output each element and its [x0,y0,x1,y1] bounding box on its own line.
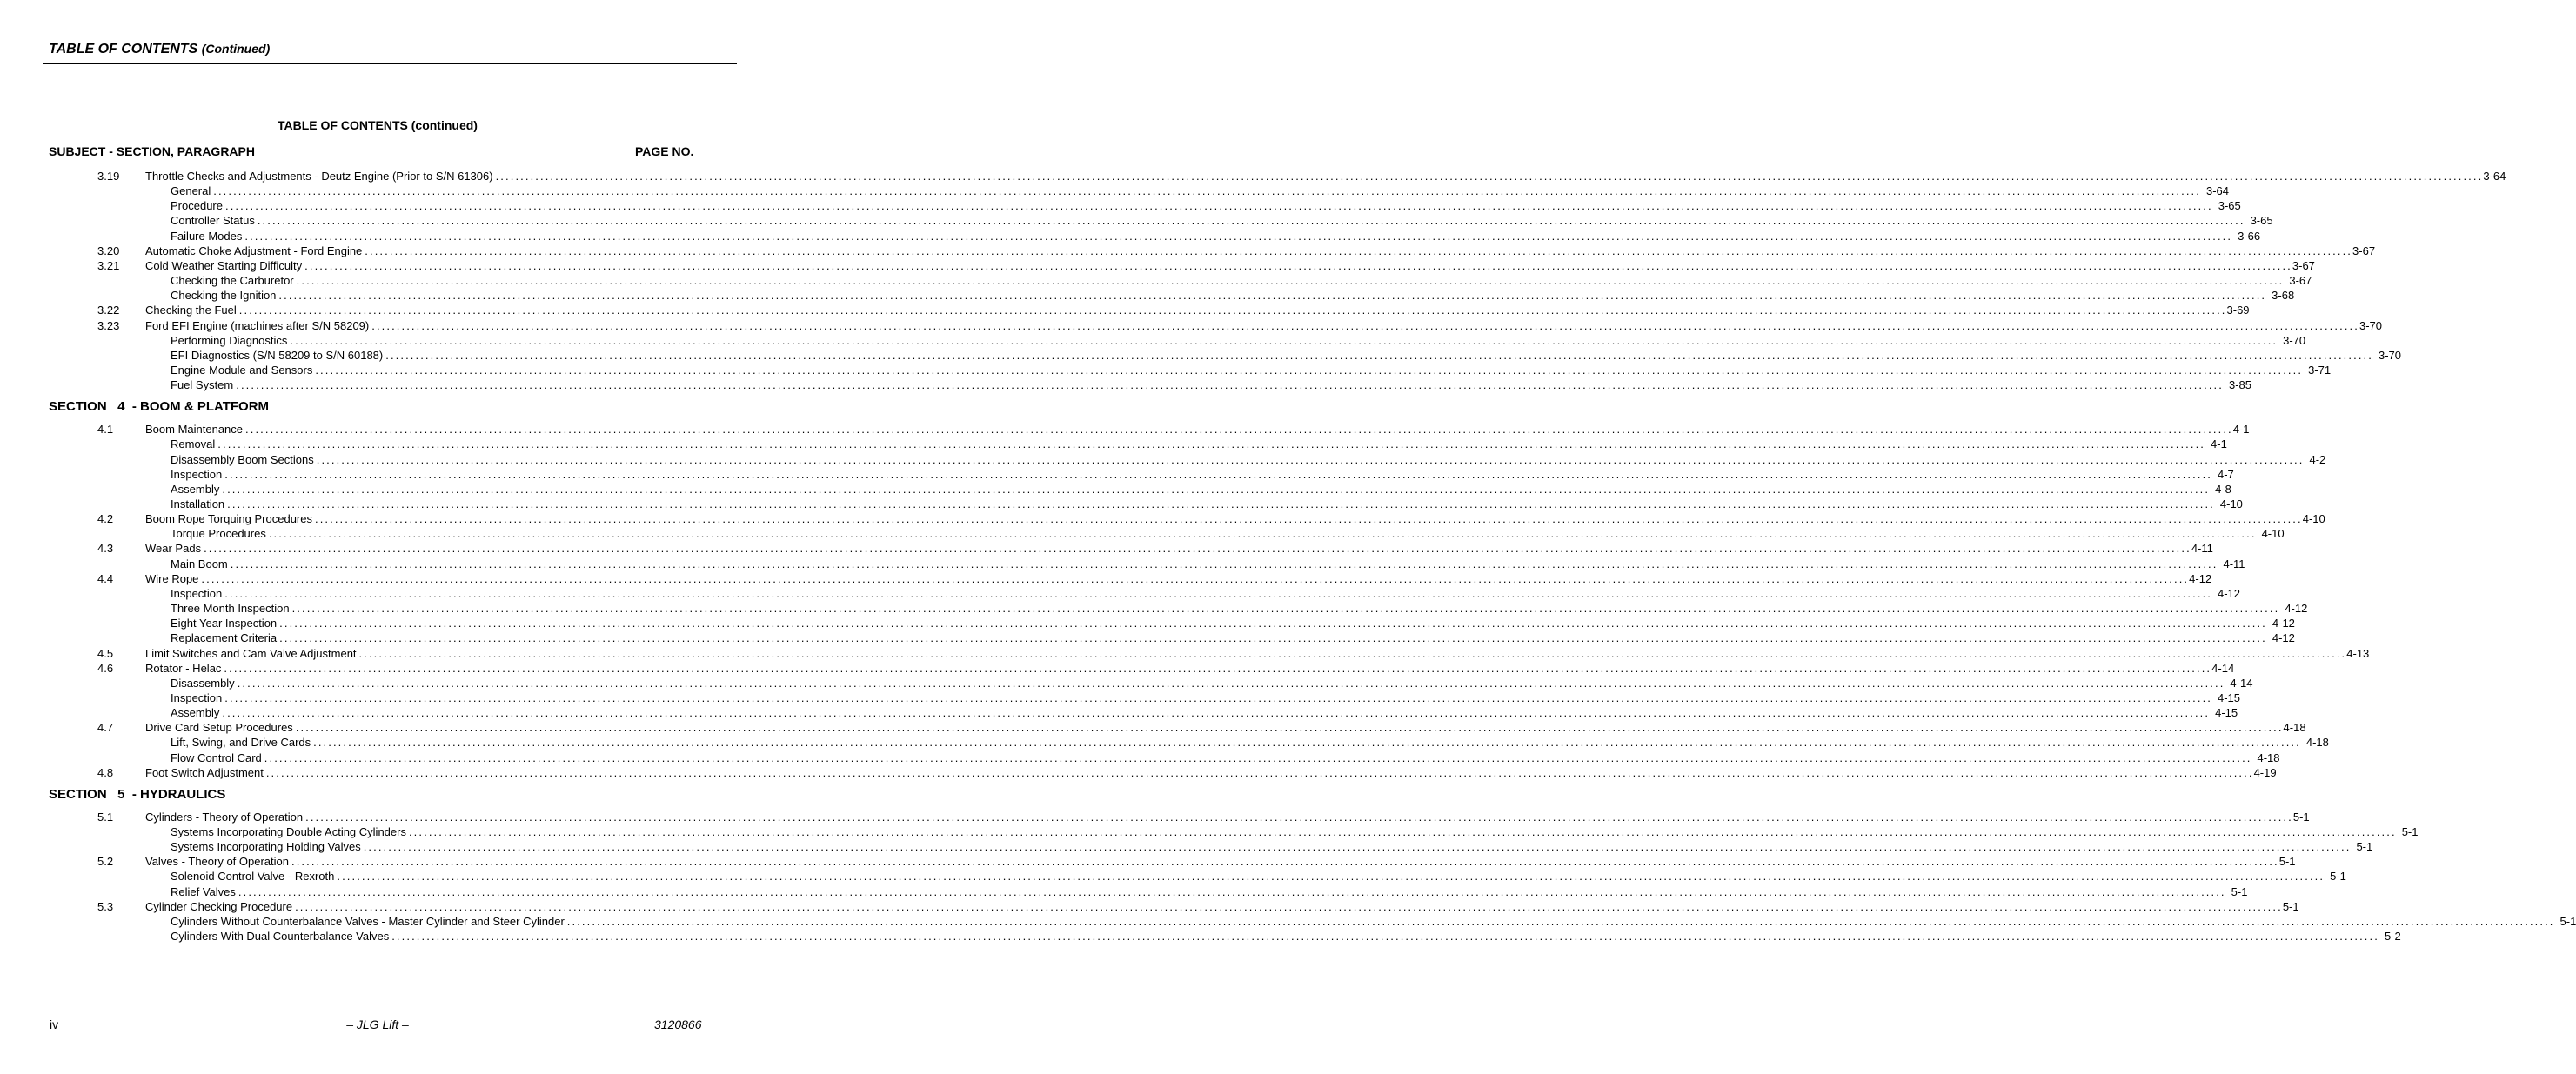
toc-entry-line [171,229,2261,243]
toc-entry[interactable] [0,258,2315,273]
toc-entry-line [145,899,2299,914]
toc-entry-page: 4-10 [2261,527,2285,541]
toc-entry-title: Relief Valves [171,884,236,898]
toc-entry-page: 3-66 [2238,229,2261,243]
toc-entry[interactable] [0,720,2306,735]
toc-entry-number: 4.5 [97,646,114,660]
toc-entry-page: 4-13 [2346,646,2370,660]
toc-entry-line [171,437,2227,451]
toc-entry-title: Installation [171,497,225,510]
toc-entry-page: 3-67 [2292,258,2315,272]
toc-entry-page: 4-14 [2230,676,2253,690]
toc-entry-page: 3-65 [2218,199,2241,213]
toc-entry-line [171,497,2243,511]
toc-entry-line [145,258,2315,273]
toc-subentry[interactable] [0,676,2253,690]
toc-subentry[interactable] [0,705,2238,720]
toc-entry-number: 4.2 [97,512,114,526]
toc-entry-title: Boom Rope Torquing Procedures [145,512,312,526]
dot-leader: ................................................................................................................................................................................................................................................................................................................................................................................................................ [304,258,2292,272]
toc-subentry[interactable] [0,497,2243,511]
toc-entry[interactable] [0,810,2310,824]
toc-entry-page: 5-1 [2292,810,2310,824]
toc-entry-line [171,630,2295,645]
toc-entry-title: Cylinders With Dual Counterbalance Valves [171,930,390,944]
toc-entry-page: 4-12 [2285,602,2308,616]
toc-entry-line [171,333,2306,348]
toc-entry-title: Solenoid Control Valve - Rexroth [171,870,335,884]
toc-subentry[interactable] [0,273,2312,288]
dot-leader: ................................................................................................................................................................................................................................................................................................................................................................................................................ [224,690,2212,704]
toc-entry-title: Cylinders - Theory of Operation [145,810,304,824]
dot-leader: ................................................................................................................................................................................................................................................................................................................................................................................................................ [201,571,2190,585]
toc-subentry[interactable] [0,929,2401,944]
toc-entry-line [171,869,2346,884]
dot-leader: ................................................................................................................................................................................................................................................................................................................................................................................................................ [365,243,2353,257]
toc-entry-title: Boom Maintenance [145,423,244,437]
toc-entry-line [171,884,2248,899]
dot-leader: ................................................................................................................................................................................................................................................................................................................................................................................................................ [222,706,2211,720]
toc-entry-line [171,914,2576,929]
toc-entry-page: 4-14 [2211,661,2235,675]
toc-entry-title: Assembly [171,706,220,720]
toc-entry-page: 4-19 [2253,765,2277,779]
toc-entry-page: 3-67 [2289,274,2312,288]
toc-entry-line [145,511,2325,526]
dot-leader: ................................................................................................................................................................................................................................................................................................................................................................................................................ [279,617,2267,630]
toc-entry-page: 5-1 [2356,840,2373,854]
toc-subentry[interactable] [0,824,2419,839]
toc-subentry[interactable] [0,526,2285,541]
toc-entry-title: Lift, Swing, and Drive Cards [171,736,311,750]
toc-entry-line [145,810,2310,824]
toc-subentry[interactable] [0,601,2308,616]
toc-entry-title: Checking the Ignition [171,289,277,303]
footer-page-number: iv [50,1017,59,1031]
toc-entry-number: 5.3 [97,899,114,913]
toc-entry-page: 5-1 [2559,914,2576,928]
dot-leader: ................................................................................................................................................................................................................................................................................................................................................................................................................ [224,467,2212,481]
toc-entry-line [145,303,2250,317]
dot-leader: ................................................................................................................................................................................................................................................................................................................................................................................................................ [224,199,2213,213]
toc-entry-number: 4.8 [97,765,114,779]
toc-entry-title: Inspection [171,690,223,704]
toc-entry-page: 4-12 [2189,571,2212,585]
dot-leader: ................................................................................................................................................................................................................................................................................................................................................................................................................ [278,289,2267,303]
toc-entry-title: Foot Switch Adjustment [145,765,264,779]
toc-entry-line [171,213,2273,228]
dot-leader: ................................................................................................................................................................................................................................................................................................................................................................................................................ [213,184,2201,198]
toc-entry-page: 3-67 [2352,243,2376,257]
toc-subentry[interactable] [0,183,2230,198]
toc-entry-title: Main Boom [171,557,228,570]
dot-leader: ................................................................................................................................................................................................................................................................................................................................................................................................................ [371,318,2359,332]
toc-entry-title: Cold Weather Starting Difficulty [145,258,303,272]
toc-entry-line [145,243,2376,258]
toc-entry-title: Rotator - Helac [145,661,222,675]
toc-entry-title: Fuel System [171,378,234,392]
dot-leader: ................................................................................................................................................................................................................................................................................................................................................................................................................ [268,527,2257,541]
dot-leader: ................................................................................................................................................................................................................................................................................................................................................................................................................ [315,512,2303,526]
dot-leader: ................................................................................................................................................................................................................................................................................................................................................................................................................ [291,855,2279,869]
toc-subentry[interactable] [0,348,2401,363]
dot-leader: ................................................................................................................................................................................................................................................................................................................................................................................................................ [222,482,2211,496]
toc-entry-page: 4-18 [2305,736,2329,750]
toc-entry-number: 4.6 [97,661,114,675]
toc-entry-page: 3-85 [2228,378,2252,392]
toc-entry[interactable] [0,318,2382,333]
toc-entry-page: 4-12 [2272,631,2295,645]
toc-entry-number: 3.23 [97,318,120,332]
toc-entry-title: Limit Switches and Cam Valve Adjustment [145,646,357,660]
toc-entry-line [171,824,2419,839]
toc-entry[interactable] [0,169,2506,183]
toc-entry-line [171,557,2245,571]
toc-title: TABLE OF CONTENTS (continued) [278,118,478,132]
toc-entry-line [145,646,2370,661]
toc-entry-page: 5-1 [2282,899,2299,913]
toc-subentry[interactable] [0,213,2273,228]
dot-leader: ................................................................................................................................................................................................................................................................................................................................................................................................................ [204,542,2191,556]
dot-leader: ................................................................................................................................................................................................................................................................................................................................................................................................................ [224,661,2212,675]
toc-entry-number: 3.19 [97,170,120,183]
dot-leader: ................................................................................................................................................................................................................................................................................................................................................................................................................ [295,721,2284,735]
toc-entry-title: General [171,184,211,198]
toc-entry-title: Failure Modes [171,229,243,243]
toc-entry-title: Engine Module and Sensors [171,363,313,377]
toc-entry-number: 4.3 [97,542,114,556]
toc-entry-title: Disassembly Boom Sections [171,452,314,466]
toc-entry[interactable] [0,854,2296,869]
toc-subentry[interactable] [0,839,2373,854]
toc-entry-title: Checking the Fuel [145,304,237,317]
dot-leader: ................................................................................................................................................................................................................................................................................................................................................................................................................ [257,214,2245,228]
toc-entry-line [145,854,2296,869]
toc-entry-title: Ford EFI Engine (machines after S/N 58209) [145,318,370,332]
dot-leader: ................................................................................................................................................................................................................................................................................................................................................................................................................ [313,736,2301,750]
toc-entry-page: 4-15 [2215,706,2238,720]
toc-entry-number: 3.22 [97,304,120,317]
toc-subentry[interactable] [0,869,2346,884]
toc-subentry[interactable] [0,884,2248,899]
toc-entry[interactable] [0,511,2325,526]
toc-entry[interactable] [0,646,2370,661]
toc-entry-title: Valves - Theory of Operation [145,855,289,869]
dot-leader: ................................................................................................................................................................................................................................................................................................................................................................................................................ [264,750,2252,764]
dot-leader: ................................................................................................................................................................................................................................................................................................................................................................................................................ [391,930,2379,944]
toc-entry-title: Controller Status [171,214,255,228]
toc-entry-line [171,690,2241,705]
dot-leader: ................................................................................................................................................................................................................................................................................................................................................................................................................ [279,631,2267,645]
toc-entry-page: 4-1 [2211,437,2227,451]
toc-entry-page: 4-10 [2219,497,2243,510]
toc-entry-title: Removal [171,437,216,451]
toc-subentry[interactable] [0,452,2326,467]
footer-publisher: – JLG Lift – [346,1017,409,1031]
toc-subentry[interactable] [0,333,2306,348]
toc-subentry[interactable] [0,557,2245,571]
section-heading: SECTION 4 - BOOM & PLATFORM [49,399,270,415]
toc-entry-line [171,839,2373,854]
toc-entry-line [171,929,2401,944]
toc-entry-title: Wire Rope [145,571,199,585]
toc-entry[interactable] [0,422,2250,437]
toc-subentry[interactable] [0,229,2261,243]
toc-subentry[interactable] [0,437,2227,451]
toc-entry-title: Throttle Checks and Adjustments - Deutz Engine (Prior to S/N 61306) [145,170,493,183]
toc-entry-title: Eight Year Inspection [171,617,278,630]
toc-subentry[interactable] [0,586,2241,601]
dot-leader: ................................................................................................................................................................................................................................................................................................................................................................................................................ [295,899,2283,913]
header-subtitle: (Continued) [201,42,271,56]
toc-subentry[interactable] [0,377,2252,392]
toc-subentry[interactable] [0,914,2576,929]
dot-leader: ................................................................................................................................................................................................................................................................................................................................................................................................................ [238,304,2227,317]
toc-entry-page: 3-69 [2226,304,2250,317]
toc-entry-page: 4-2 [2309,452,2326,466]
toc-entry[interactable] [0,571,2212,586]
dot-leader: ................................................................................................................................................................................................................................................................................................................................................................................................................ [363,840,2352,854]
toc-entry-title: Performing Diagnostics [171,333,288,347]
dot-leader: ................................................................................................................................................................................................................................................................................................................................................................................................................ [316,452,2305,466]
header-title: TABLE OF CONTENTS [49,42,198,57]
toc-entry-title: Cylinder Checking Procedure [145,899,293,913]
column-heading-page: PAGE NO. [635,144,694,158]
toc-entry-page: 3-70 [2378,348,2401,362]
dot-leader: ................................................................................................................................................................................................................................................................................................................................................................................................................ [224,586,2212,600]
toc-entry-title: Drive Card Setup Procedures [145,721,293,735]
dot-leader: ................................................................................................................................................................................................................................................................................................................................................................................................................ [230,557,2218,570]
dot-leader: ................................................................................................................................................................................................................................................................................................................................................................................................................ [238,884,2226,898]
toc-entry-line [145,318,2382,333]
dot-leader: ................................................................................................................................................................................................................................................................................................................................................................................................................ [315,363,2304,377]
toc-entry-line [145,765,2277,780]
toc-entry-page: 4-11 [2191,542,2213,556]
toc-entry-title: Cylinders Without Counterbalance Valves - Master Cylinder and Steer Cylinder [171,914,565,928]
toc-subentry[interactable] [0,363,2332,377]
toc-entry-title: Procedure [171,199,223,213]
toc-entry-page: 5-1 [2278,855,2296,869]
toc-entry-page: 4-1 [2232,423,2250,437]
toc-entry-number: 5.1 [97,810,114,824]
toc-subentry[interactable] [0,690,2241,705]
toc-entry-title: Inspection [171,467,223,481]
toc-entry-page: 3-65 [2250,214,2273,228]
toc-entry-line [171,452,2326,467]
dot-leader: ................................................................................................................................................................................................................................................................................................................................................................................................................ [265,765,2254,779]
toc-entry-title: Disassembly [171,676,235,690]
toc-entry-line [171,616,2295,630]
toc-entry-number: 4.1 [97,423,114,437]
toc-entry-page: 4-18 [2257,750,2280,764]
toc-entry-title: Flow Control Card [171,750,262,764]
dot-leader: ................................................................................................................................................................................................................................................................................................................................................................................................................ [566,914,2555,928]
toc-entry-page: 3-64 [2483,170,2506,183]
dot-leader: ................................................................................................................................................................................................................................................................................................................................................................................................................ [245,423,2233,437]
dot-leader: ................................................................................................................................................................................................................................................................................................................................................................................................................ [408,825,2397,838]
toc-entry-number: 4.4 [97,571,114,585]
toc-entry-title: Inspection [171,586,223,600]
toc-entry-line [171,676,2253,690]
toc-entry-line [145,169,2506,183]
toc-entry-page: 4-10 [2302,512,2325,526]
toc-entry-page: 4-12 [2218,586,2241,600]
dot-leader: ................................................................................................................................................................................................................................................................................................................................................................................................................ [227,497,2215,510]
footer-doc-number: 3120866 [654,1017,702,1031]
toc-entry-line [145,541,2213,556]
toc-entry-page: 5-1 [2401,825,2419,838]
toc-entry-page: 3-68 [2272,289,2295,303]
toc-entry-line [171,482,2231,497]
toc-entry-title: Wear Pads [145,542,202,556]
toc-entry-line [171,377,2252,392]
section-heading: SECTION 5 - HYDRAULICS [49,786,226,802]
toc-entry-page: 3-71 [2308,363,2332,377]
toc-entry-line [145,720,2306,735]
dot-leader: ................................................................................................................................................................................................................................................................................................................................................................................................................ [296,274,2285,288]
toc-entry-line [171,467,2234,482]
toc-entry-page: 4-11 [2223,557,2245,570]
toc-entry-title: Replacement Criteria [171,631,278,645]
dot-leader: ................................................................................................................................................................................................................................................................................................................................................................................................................ [305,810,2293,824]
toc-entry[interactable] [0,303,2250,317]
toc-subentry[interactable] [0,616,2295,630]
toc-entry-page: 3-64 [2205,184,2230,198]
toc-entry-title: Torque Procedures [171,527,266,541]
toc-entry-page: 5-1 [2330,870,2346,884]
toc-entry-number: 3.21 [97,258,120,272]
dot-leader: ................................................................................................................................................................................................................................................................................................................................................................................................................ [290,333,2278,347]
toc-entry-line [171,348,2401,363]
dot-leader: ................................................................................................................................................................................................................................................................................................................................................................................................................ [385,348,2373,362]
toc-entry-number: 4.7 [97,721,114,735]
toc-entry-page: 5-2 [2384,930,2401,944]
toc-entry-page: 4-7 [2218,467,2234,481]
dot-leader: ................................................................................................................................................................................................................................................................................................................................................................................................................ [358,646,2347,660]
toc-entry-page: 3-70 [2283,333,2306,347]
toc-entry[interactable] [0,899,2299,914]
toc-entry-line [171,273,2312,288]
toc-subentry[interactable] [0,288,2295,303]
toc-entry-line [145,661,2235,676]
toc-entry-page: 4-12 [2272,617,2295,630]
dot-leader: ................................................................................................................................................................................................................................................................................................................................................................................................................ [217,437,2206,451]
toc-entry[interactable] [0,765,2277,780]
toc-entry-title: EFI Diagnostics (S/N 58209 to S/N 60188) [171,348,384,362]
dot-leader: ................................................................................................................................................................................................................................................................................................................................................................................................................ [337,870,2325,884]
dot-leader: ................................................................................................................................................................................................................................................................................................................................................................................................................ [237,676,2225,690]
toc-entry-number: 5.2 [97,855,114,869]
toc-entry-page: 3-70 [2359,318,2382,332]
toc-entry-title: Systems Incorporating Double Acting Cylinders [171,825,406,838]
toc-entry-line [171,735,2329,750]
toc-subentry[interactable] [0,482,2231,497]
toc-entry-page: 4-18 [2283,721,2306,735]
column-heading-subject: SUBJECT - SECTION, PARAGRAPH [49,144,255,158]
toc-entry-line [171,601,2308,616]
toc-entry-title: Checking the Carburetor [171,274,294,288]
dot-leader: ................................................................................................................................................................................................................................................................................................................................................................................................................ [495,170,2484,183]
toc-entry-title: Three Month Inspection [171,602,290,616]
toc-entry-line [171,183,2230,198]
toc-entry-line [171,363,2332,377]
dot-leader: ................................................................................................................................................................................................................................................................................................................................................................................................................ [291,602,2280,616]
toc-entry-line [171,198,2241,213]
toc-subentry[interactable] [0,630,2295,645]
toc-entry-number: 3.20 [97,243,120,257]
dot-leader: ................................................................................................................................................................................................................................................................................................................................................................................................................ [236,378,2224,392]
toc-subentry[interactable] [0,735,2329,750]
toc-entry[interactable] [0,661,2235,676]
toc-entry-title: Systems Incorporating Holding Valves [171,840,361,854]
toc-entry-page: 4-15 [2218,690,2241,704]
toc-entry-line [171,586,2241,601]
toc-entry-title: Automatic Choke Adjustment - Ford Engine [145,243,363,257]
toc-subentry[interactable] [0,750,2280,765]
toc-entry-line [171,750,2280,765]
toc-subentry[interactable] [0,467,2234,482]
toc-entry-line [145,571,2212,586]
toc-entry[interactable] [0,541,2213,556]
toc-entry[interactable] [0,243,2376,258]
dot-leader: ................................................................................................................................................................................................................................................................................................................................................................................................................ [244,229,2233,243]
toc-entry-title: Assembly [171,482,220,496]
toc-entry-line [171,526,2285,541]
toc-entry-line [145,422,2250,437]
toc-entry-page: 5-1 [2231,884,2248,898]
toc-entry-line [171,705,2238,720]
toc-subentry[interactable] [0,198,2241,213]
toc-entry-line [171,288,2295,303]
toc-entry-page: 4-8 [2215,482,2231,496]
